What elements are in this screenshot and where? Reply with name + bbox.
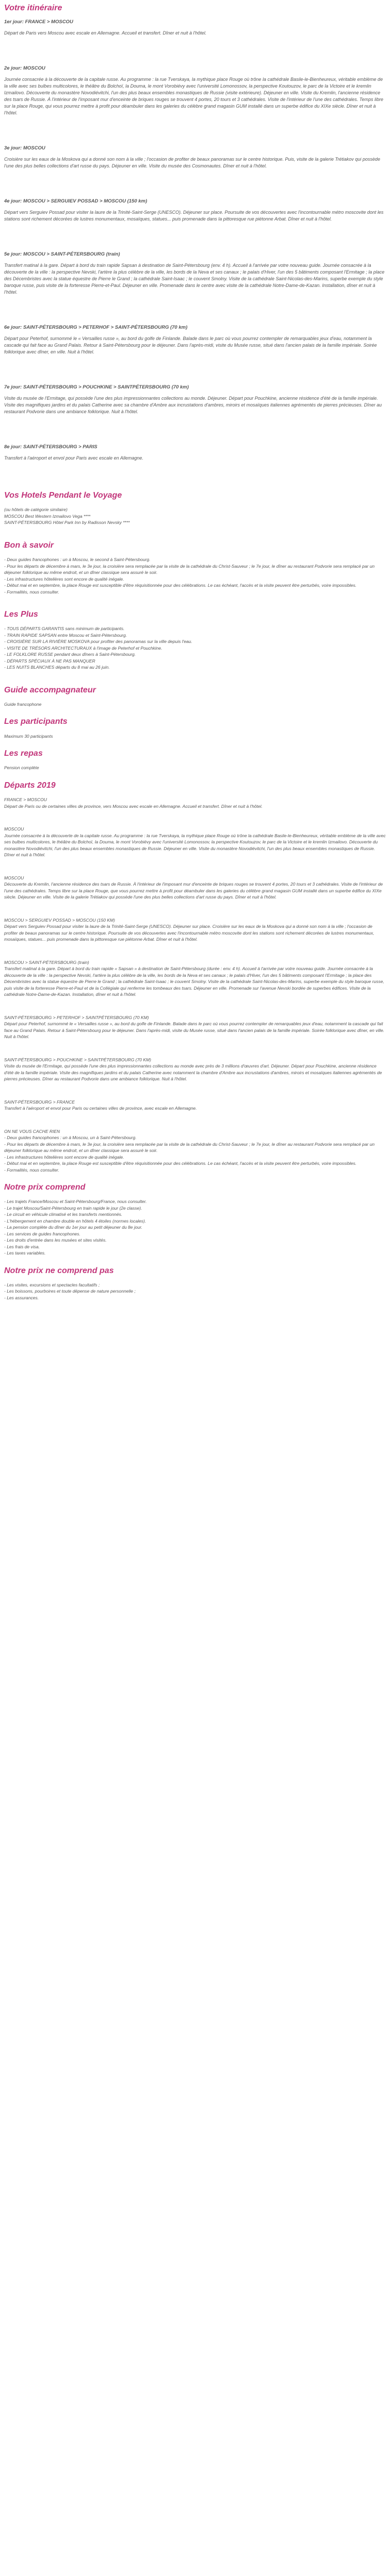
day-heading: 3e jour: MOSCOU <box>4 145 45 151</box>
hotels-line: MOSCOU Best Western Izmailovo Vega **** <box>4 513 91 519</box>
day-7 <box>4 384 387 415</box>
repas-text: Pension complète <box>4 765 39 771</box>
hotels-section <box>4 490 387 526</box>
prix-comprend-line: - Les services de guides francophones. <box>4 1231 80 1236</box>
prix-comprend-line: - Le circuit en véhicule climatisé et les transferts mentionnés. <box>4 1212 123 1217</box>
day-heading: 7e jour: SAINT-PÉTERSBOURG > POUCHKINE > SAINTPÉTERSBOURG (70 km) <box>4 384 189 391</box>
departs-heading: ON NE VOUS CACHE RIEN <box>4 1128 60 1134</box>
departs-block <box>4 1014 387 1040</box>
bon-savoir-line: - Formalités, nous consulter. <box>4 589 59 595</box>
participants-section <box>4 717 387 739</box>
bon-savoir-line: - Début mai et en septembre, la place Rouge est susceptible d'être réquisitionnée pour des célébrations. Le cas échéant, l'accès et la visite peuvent être perturbés, voire impossibles. <box>4 583 357 588</box>
day-8 <box>4 444 387 462</box>
prix-comprend-line: - Les trajets France/Moscou et Saint-Pétersbourg/France, nous consulter. <box>4 1199 147 1205</box>
day-6 <box>4 325 387 355</box>
departs-block <box>4 959 387 998</box>
departs-text: Départ vers Serguiev Possad pour visiter la laure de la Trinité-Saint-Serge (UNESCO). Déjeuner sur place. Croisière sur les eaux de la Moskova qui a donné son nom à la ville ; l'occasion de profiter de beaux panoramas sur le centre historique. Poursuite de vos découvertes avec l'incontournable métro moscovite dont les stations sont richement décorées de lustres monumentaux, mosaïques, statues... puis promenade dans la pittoresque rue piétonne Arbat. Dîner et nuit à l'hôtel. <box>4 924 374 942</box>
hotels-line: SAINT-PÉTERSBOURG Hôtel Park Inn by Radisson Nevsky **** <box>4 520 130 526</box>
day-1 <box>4 19 387 37</box>
departs-heading: MOSCOU <box>4 826 24 832</box>
day-heading: 6e jour: SAINT-PÉTERSBOURG > PETERHOF > SAINT-PÉTERSBOURG (70 km) <box>4 325 188 331</box>
departs-heading: FRANCE > MOSCOU <box>4 797 47 802</box>
prix-comprend-line: - L'hébergement en chambre double en hôtels 4 étoiles (normes locales). <box>4 1218 146 1224</box>
prix-ne-comprend-section <box>4 1266 387 1301</box>
departs-block <box>4 917 387 943</box>
day-text: Départ pour Peterhof, surnommé le « Versailles russe », au bord du golfe de Finlande. Balade dans le parc où vous pourrez contempler de remarquables jeux d'eau, notamment la cascade qui fait face au Grand Palais. Retour à Saint-Pétersbourg pour le déjeuner. Dans l'après-midi, visite du Musée russe, situé dans l'ancien palais de la famille impériale. Soirée folklorique avec dîner, en ville. Nuit à l'hôtel. <box>4 336 377 355</box>
les-plus-line: - CROISIÈRE SUR LA RIVIÈRE MOSKOVA pour profiter des panoramas sur la ville depuis l'eau. <box>4 639 192 645</box>
prix-comprend-line: - Les frais de visa. <box>4 1244 40 1249</box>
departs-block <box>4 796 387 809</box>
day-5 <box>4 251 387 296</box>
day-2 <box>4 65 387 116</box>
les-plus-line: - VISITE DE TRÉSORS ARCHITECTURAUX à l'image de Peterhof et Pouchkine. <box>4 645 162 651</box>
day-text: Journée consacrée à la découverte de la capitale russe. Au programme : la rue Tverskaya, la mythique place Rouge où trône la cathédrale Basile-le-Bienheureux, véritable emblème de la ville avec ses bulbes multicolores, le théâtre du Bolchoï, la Douma, le mont Vorobiévy avec l'université Lomonossov, la perspective Koutouzov, le parc de la Victoire et le kremlin Izmailovo. Découverte du monastère Novodiévitchi, l'un des plus beaux ensembles monastiques de Russie (visite extérieure). Déjeuner en ville. Visite du Kremlin, l'ancienne résidence des tsars de Russie. À l'intérieur de l'imposant mur d'enceinte de briques rouges se trouvent 4 portes, 20 tours et 3 cathédrales. Visite de l'intérieur de l'une des cathédrales. Temps libre sur la place Rouge, qui vous pourrez mettre à profit pour déambuler dans les galeries du célèbre grand magasin GUM installé dans un superbe édifice du XIXe siècle. Dîner et nuit à l'hôtel. <box>4 77 383 116</box>
day-heading: 8e jour: SAINT-PÉTERSBOURG > PARIS <box>4 444 97 450</box>
departs-heading: SAINT-PÉTERSBOURG > FRANCE <box>4 1099 75 1105</box>
prix-comprend-line: - Les droits d'entrée dans les musées et sites visités. <box>4 1238 107 1243</box>
itinerary-title: Votre itinéraire <box>4 4 62 12</box>
day-heading: 4e jour: MOSCOU > SERGUIEV POSSAD > MOSCOU (150 km) <box>4 198 148 205</box>
departs-heading: MOSCOU <box>4 875 24 880</box>
departs-block <box>4 1057 387 1082</box>
departs-block <box>4 1099 387 1112</box>
day-heading: 2e jour: MOSCOU <box>4 65 45 72</box>
departs-block <box>4 1128 387 1174</box>
departs-block <box>4 826 387 858</box>
guide-title: Guide accompagnateur <box>4 685 96 694</box>
day-text: Transfert matinal à la gare. Départ à bord du train rapide Sapsan à destination de Saint-Pétersbourg (env. 4 h). Accueil à l'arrivée par votre nouveau guide. Journée consacrée à la découverte de la ville : la perspective Nevski, l'artère la plus célèbre de la ville, les bords de la Neva et ses canaux ; le palais d'Hiver, l'un des 5 bâtiments composant l'Ermitage ; la place des Décembristes avec la statue équestre de Pierre le Grand ; la cathédrale Saint-Isaac ; le couvent Smolny. Visite de la cathédrale Saint-Nicolas-des-Marins, superbe exemple du style baroque russe, puis visite de la forteresse Pierre-et-Paul. Déjeuner en ville. Promenade dans le centre avec visite de la cathédrale Notre-Dame-de-Kazan. Installation, dîner et nuit à l'hôtel. <box>4 263 385 295</box>
repas-title: Les repas <box>4 749 43 758</box>
bon-savoir-section <box>4 540 387 595</box>
prix-comprend-line: - Les taxes variables. <box>4 1250 46 1256</box>
departs-heading: MOSCOU > SAINT-PÉTERSBOURG (train) <box>4 959 89 965</box>
participants-text: Maximum 30 participants <box>4 733 53 739</box>
day-text: Départ de Paris vers Moscou avec escale en Allemagne. Accueil et transfert. Dîner et nuit à l'hôtel. <box>4 30 207 36</box>
les-plus-title: Les Plus <box>4 610 38 619</box>
prix-ne-comprend-title: Notre prix ne comprend pas <box>4 1266 114 1275</box>
day-heading: 1er jour: FRANCE > MOSCOU <box>4 19 73 25</box>
bon-savoir-title: Bon à savoir <box>4 540 54 550</box>
guide-section <box>4 685 387 708</box>
departs-text: Visite du musée de l'Ermitage, qui possède l'une des plus impressionnantes collections au monde avec près de 3 millions d'œuvres d'art. Déjeuner. Départ pour Pouchkine, ancienne résidence d'été de la famille impériale. Visite des magnifiques jardins et du palais Catherine avec notamment la chambre d'Ambre aux incrustations d'ambres, miroirs et mosaïques italiennes agrémentés de pierres précieuses. Dîner au restaurant Podvorie dans une ambiance folklorique. Nuit à l'hôtel. <box>4 1063 382 1081</box>
les-plus-line: - TRAIN RAPIDE SAPSAN entre Moscou et Saint-Pétersbourg. <box>4 632 127 638</box>
departs-text: Départ pour Peterhof, surnommé le « Versailles russe », au bord du golfe de Finlande. Balade dans le parc où vous pourrez contempler de remarquables jeux d'eau, notamment la cascade qui fait face au Grand Palais. Retour à Saint-Pétersbourg pour le déjeuner. Dans l'après-midi, visite du Musée russe, situé dans l'ancien palais de la famille impériale. Soirée folklorique avec dîner, en ville. Nuit à l'hôtel. <box>4 1021 385 1039</box>
departs-text: - Deux guides francophones : un à Moscou, un à Saint-Pétersbourg. - Pour les départs de décembre à mars, le 3e jour, la croisière sera remplacée par la visite de la cathédrale du Christ-Sauveur ; le 7e jour, le dîner au restaurant Podvorie sera remplacé par un déjeuner folklorique au même endroit, et un dîner classique sera assuré le soir. - Les infrastructures hôtelières sont encore de qualité inégale. - Début mai et en septembre, la place Rouge est susceptible d'être réquisitionnée pour des célébrations. Le cas échéant, l'accès et la visite peuvent être perturbés, voire impossibles. - Formalités, nous consulter. <box>4 1135 375 1173</box>
bon-savoir-line: - Deux guides francophones : un à Moscou, le second à Saint-Pétersbourg. <box>4 557 151 563</box>
les-plus-line: - DÉPARTS SPÉCIAUX À NE PAS MANQUER <box>4 658 95 664</box>
bon-savoir-line: - Pour les départs de décembre à mars, le 3e jour, la croisière sera remplacée par la visite de la cathédrale du Christ-Sauveur ; le 7e jour, le dîner au restaurant Podvorie sera remplacé par un déjeuner folklorique au même endroit, et un dîner classique sera assuré le soir. <box>4 563 375 575</box>
les-plus-line: - LES NUITS BLANCHES départs du 8 mai au 26 juin. <box>4 665 110 670</box>
day-text: Transfert à l'aéroport et envol pour Paris avec escale en Allemagne. <box>4 455 143 461</box>
hotels-title: Vos Hotels Pendant le Voyage <box>4 491 122 500</box>
departs-text: Départ de Paris ou de certaines villes de province, vers Moscou avec escale en Allemagne. Accueil et transfert. Dîner et nuit à l'hôtel. <box>4 803 263 809</box>
prix-comprend-line: - Le trajet Moscou/Saint-Pétersbourg en train rapide le jour (2e classe). <box>4 1205 142 1211</box>
prix-ne-comprend-line: - Les visites, excursions et spectacles facultatifs ; <box>4 1282 100 1287</box>
day-text: Croisière sur les eaux de la Moskova qui a donné son nom à la ville ; l'occasion de profiter de beaux panoramas sur le centre historique. Puis, visite de la galerie Trétiakov qui possède l'une des plus belles collections d'art russe du pays. Déjeuner en ville. Visite du musée des Cosmonautes. Dîner et nuit à l'hôtel. <box>4 157 380 169</box>
day-3 <box>4 145 387 170</box>
prix-ne-comprend-line: - Les assurances. <box>4 1295 39 1300</box>
bon-savoir-line: - Les infrastructures hôtelières sont encore de qualité inégale. <box>4 576 124 582</box>
les-plus-section <box>4 609 387 671</box>
departs-block <box>4 875 387 901</box>
departs-text: Transfert matinal à la gare. Départ à bord du train rapide « Sapsan » à destination de Saint-Pétersbourg (durée : env. 4 h). Accueil à l'arrivée par votre nouveau guide. Journée consacrée à la découverte de la ville : la perspective Nevski, l'artère la plus célèbre de la ville, les bords de la Neva et ses canaux ; le palais d'Hiver, l'un des 5 bâtiments composant l'Ermitage ; la place des Décembristes avec la statue équestre de Pierre le Grand ; la cathédrale Saint-Isaac ; le couvent Smolny. Visite de la cathédrale Saint-Nicolas-des-Marins, superbe exemple du style baroque russe, puis visite de la forteresse Pierre-et-Paul et de la Collégiale qui renferme les tombeaux des tsars. Déjeuner en ville. Promenade sur l'avenue Nevski bordée de superbes édifices. Visite de la cathédrale Notre-Dame-de-Kazan. Installation, dîner et nuit à l'hôtel. <box>4 966 384 997</box>
departs-section <box>4 781 387 1173</box>
day-4 <box>4 198 387 223</box>
les-plus-line: - TOUS DÉPARTS GARANTIS sans minimum de participants. <box>4 626 125 632</box>
departs-text: Transfert à l'aéroport et envol pour Paris ou certaines villes de province, avec escale en Allemagne. <box>4 1106 197 1111</box>
day-text: Départ vers Serguiev Possad pour visiter la laure de la Trinité-Saint-Serge (UNESCO). Déjeuner sur place. Poursuite de vos découvertes avec l'incontournable métro moscovite dont les stations sont richement décorées de lustres monumentaux, mosaïques, statues... puis promenade dans la pittoresque rue piétonne Arbat. Dîner et nuit à l'hôtel. <box>4 210 384 222</box>
departs-heading: MOSCOU > SERGUIEV POSSAD > MOSCOU (150 KM) <box>4 917 115 923</box>
departs-heading: SAINT-PÉTERSBOURG > PETERHOF > SAINTPÉTERSBOURG (70 KM) <box>4 1014 149 1020</box>
itinerary-section <box>4 3 387 462</box>
participants-title: Les participants <box>4 717 68 726</box>
day-heading: 5e jour: MOSCOU > SAINT-PÉTERSBOURG (train) <box>4 251 120 258</box>
departs-text: Journée consacrée à la découverte de la capitale russe. Au programme : la rue Tverskaya, la mythique place Rouge où trône la cathédrale Basile-le-Bienheureux, véritable emblème de la ville avec ses bulbes multicolores, le théâtre du Bolchoï, la Douma, le mont Vorobiévy avec l'université Lomonossov, la perspective Koutouzov, le parc de la Victoire et le kremlin Izmailovo. Découverte du monastère Novodiévitchi, l'un des plus beaux ensembles monastiques de Russie. Déjeuner en ville. Visite du monastère Novodiévitchi, l'un des plus beaux ensembles monastiques de Russie. Dîner et nuit à l'hôtel. <box>4 833 386 857</box>
departs-text: Découverte du Kremlin, l'ancienne résidence des tsars de Russie. À l'intérieur de l'imposant mur d'enceinte de briques rouges se trouvent 4 portes, 20 tours et 3 cathédrales. Visite de l'intérieur de l'une des cathédrales. Temps libre sur la place Rouge, que vous pourrez mettre à profit pour déambuler dans les galeries du célèbre grand magasin GUM installé dans un superbe édifice du XIXe siècle. Déjeuner en ville. Visite de la galerie Trétiakov qui possède l'une des plus belles collections d'art russe du pays. Dîner et nuit à l'hôtel. <box>4 882 383 900</box>
day-text: Visite du musée de l'Ermitage, qui possède l'une des plus impressionnantes collections au monde. Déjeuner. Départ pour Pouchkine, ancienne résidence d'été de la famille impériale. Visite des magnifiques jardins et du palais Catherine avec sa chambre d'Ambre aux incrustations d'ambres, miroirs et mosaïques italiennes agrémentés de pierres précieuses. Dîner au restaurant Podvorie dans une ambiance folklorique. Nuit à l'hôtel. <box>4 396 382 415</box>
prix-comprend-section <box>4 1182 387 1257</box>
departs-heading: SAINT-PÉTERSBOURG > POUCHKINE > SAINTPÉTERSBOURG (70 KM) <box>4 1057 151 1062</box>
prix-comprend-title: Notre prix comprend <box>4 1183 86 1192</box>
les-plus-line: - LE FOLKLORE RUSSE pendant deux dîners à Saint-Pétersbourg. <box>4 652 136 657</box>
hotels-line: (ou hôtels de catégorie similaire) <box>4 507 68 513</box>
departs-title: Départs 2019 <box>4 781 56 790</box>
prix-ne-comprend-line: - Les boissons, pourboires et toute dépense de nature personnelle ; <box>4 1289 136 1294</box>
repas-section <box>4 749 387 771</box>
prix-comprend-line: - La pension complète du dîner du 1er jour au petit déjeuner du 8e jour. <box>4 1225 143 1230</box>
guide-text: Guide francophone <box>4 701 42 707</box>
